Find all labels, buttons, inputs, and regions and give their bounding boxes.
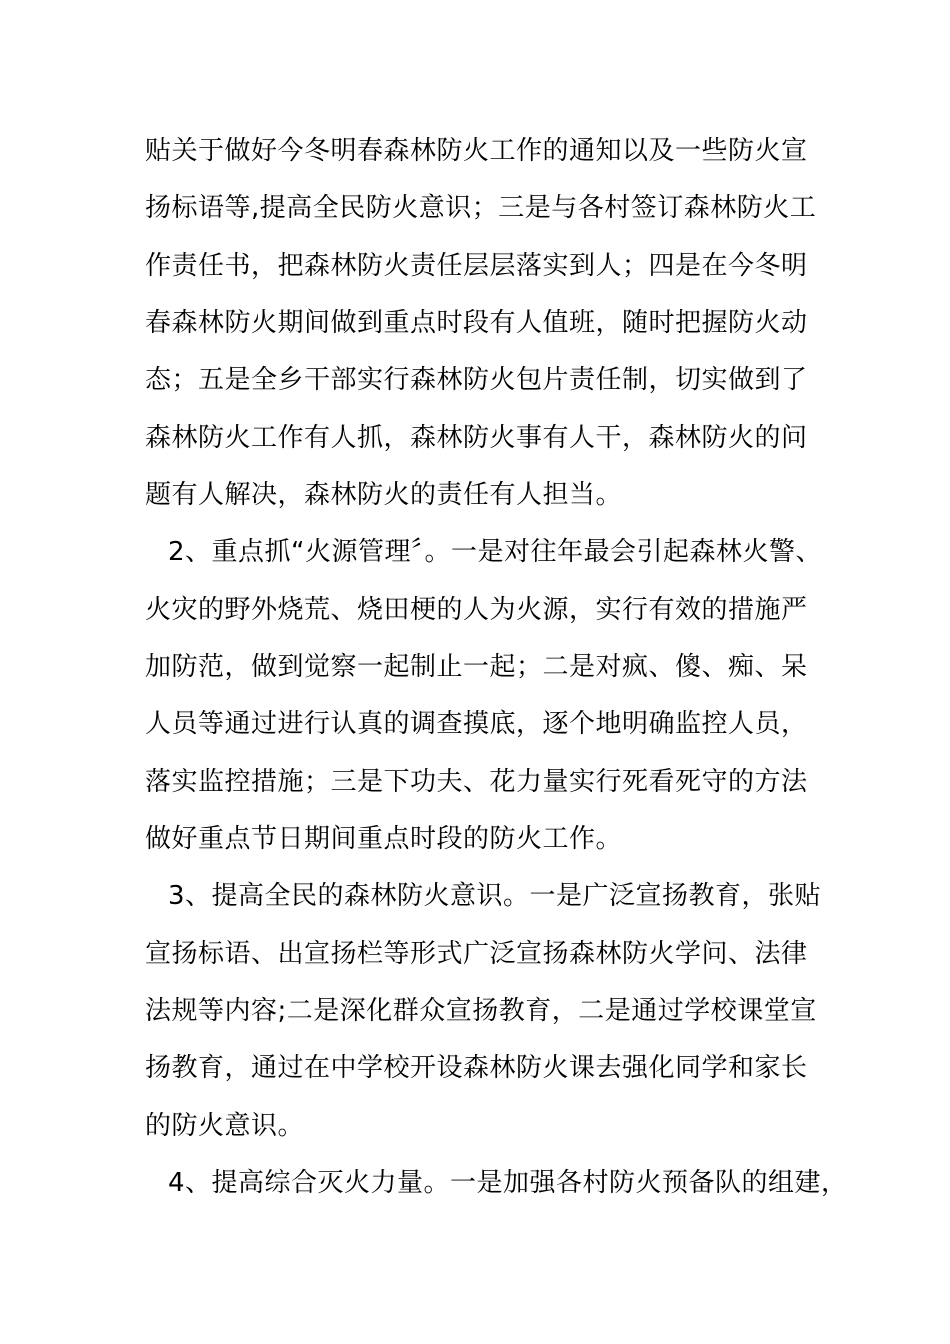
text-line: 贴关于做好今冬明春森林防火工作的通知以及一些防火宣 [145,136,808,166]
paragraph-start-line: 3、提高全民的森林防火意识。一是广泛宣扬教育，张贴 [168,881,822,911]
text-line: 春森林防火期间做到重点时段有人值班，随时把握防火动 [145,308,808,338]
text-line: 法规等内容;二是深化群众宣扬教育，二是通过学校课堂宣 [145,996,817,1026]
text-line: 加防范，做到觉察一起制止一起；二是对疯、傻、痴、呆 [145,652,808,682]
text-line: 宣扬标语、出宣扬栏等形式广泛宣扬森林防火学问、法律 [145,939,808,969]
text-line: 题有人解决，森林防火的责任有人担当。 [145,480,623,510]
paragraph-start-line: 2、重点抓“火源管理〞。一是对往年最会引起森林火警、 [168,537,823,567]
text-line: 扬标语等,提高全民防火意识；三是与各村签订森林防火工 [145,193,817,223]
text-line: 扬教育，通过在中学校开设森林防火课去强化同学和家长 [145,1053,808,1083]
text-line: 作责任书，把森林防火责任层层落实到人；四是在今冬明 [145,251,808,281]
paragraph-start-line: 4、提高综合灭火力量。一是加强各村防火预备队的组建， [168,1168,848,1198]
text-line: 做好重点节日期间重点时段的防火工作。 [145,824,623,854]
text-line: 落实监控措施；三是下功夫、花力量实行死看死守的方法 [145,767,808,797]
text-line: 森林防火工作有人抓，森林防火事有人干，森林防火的问 [145,423,808,453]
text-line: 火灾的野外烧荒、烧田梗的人为火源，实行有效的措施严 [145,595,808,625]
text-line: 态；五是全乡干部实行森林防火包片责任制，切实做到了 [145,365,808,395]
text-line: 人员等通过进行认真的调查摸底，逐个地明确监控人员， [145,709,808,739]
text-line: 的防火意识。 [145,1111,305,1141]
